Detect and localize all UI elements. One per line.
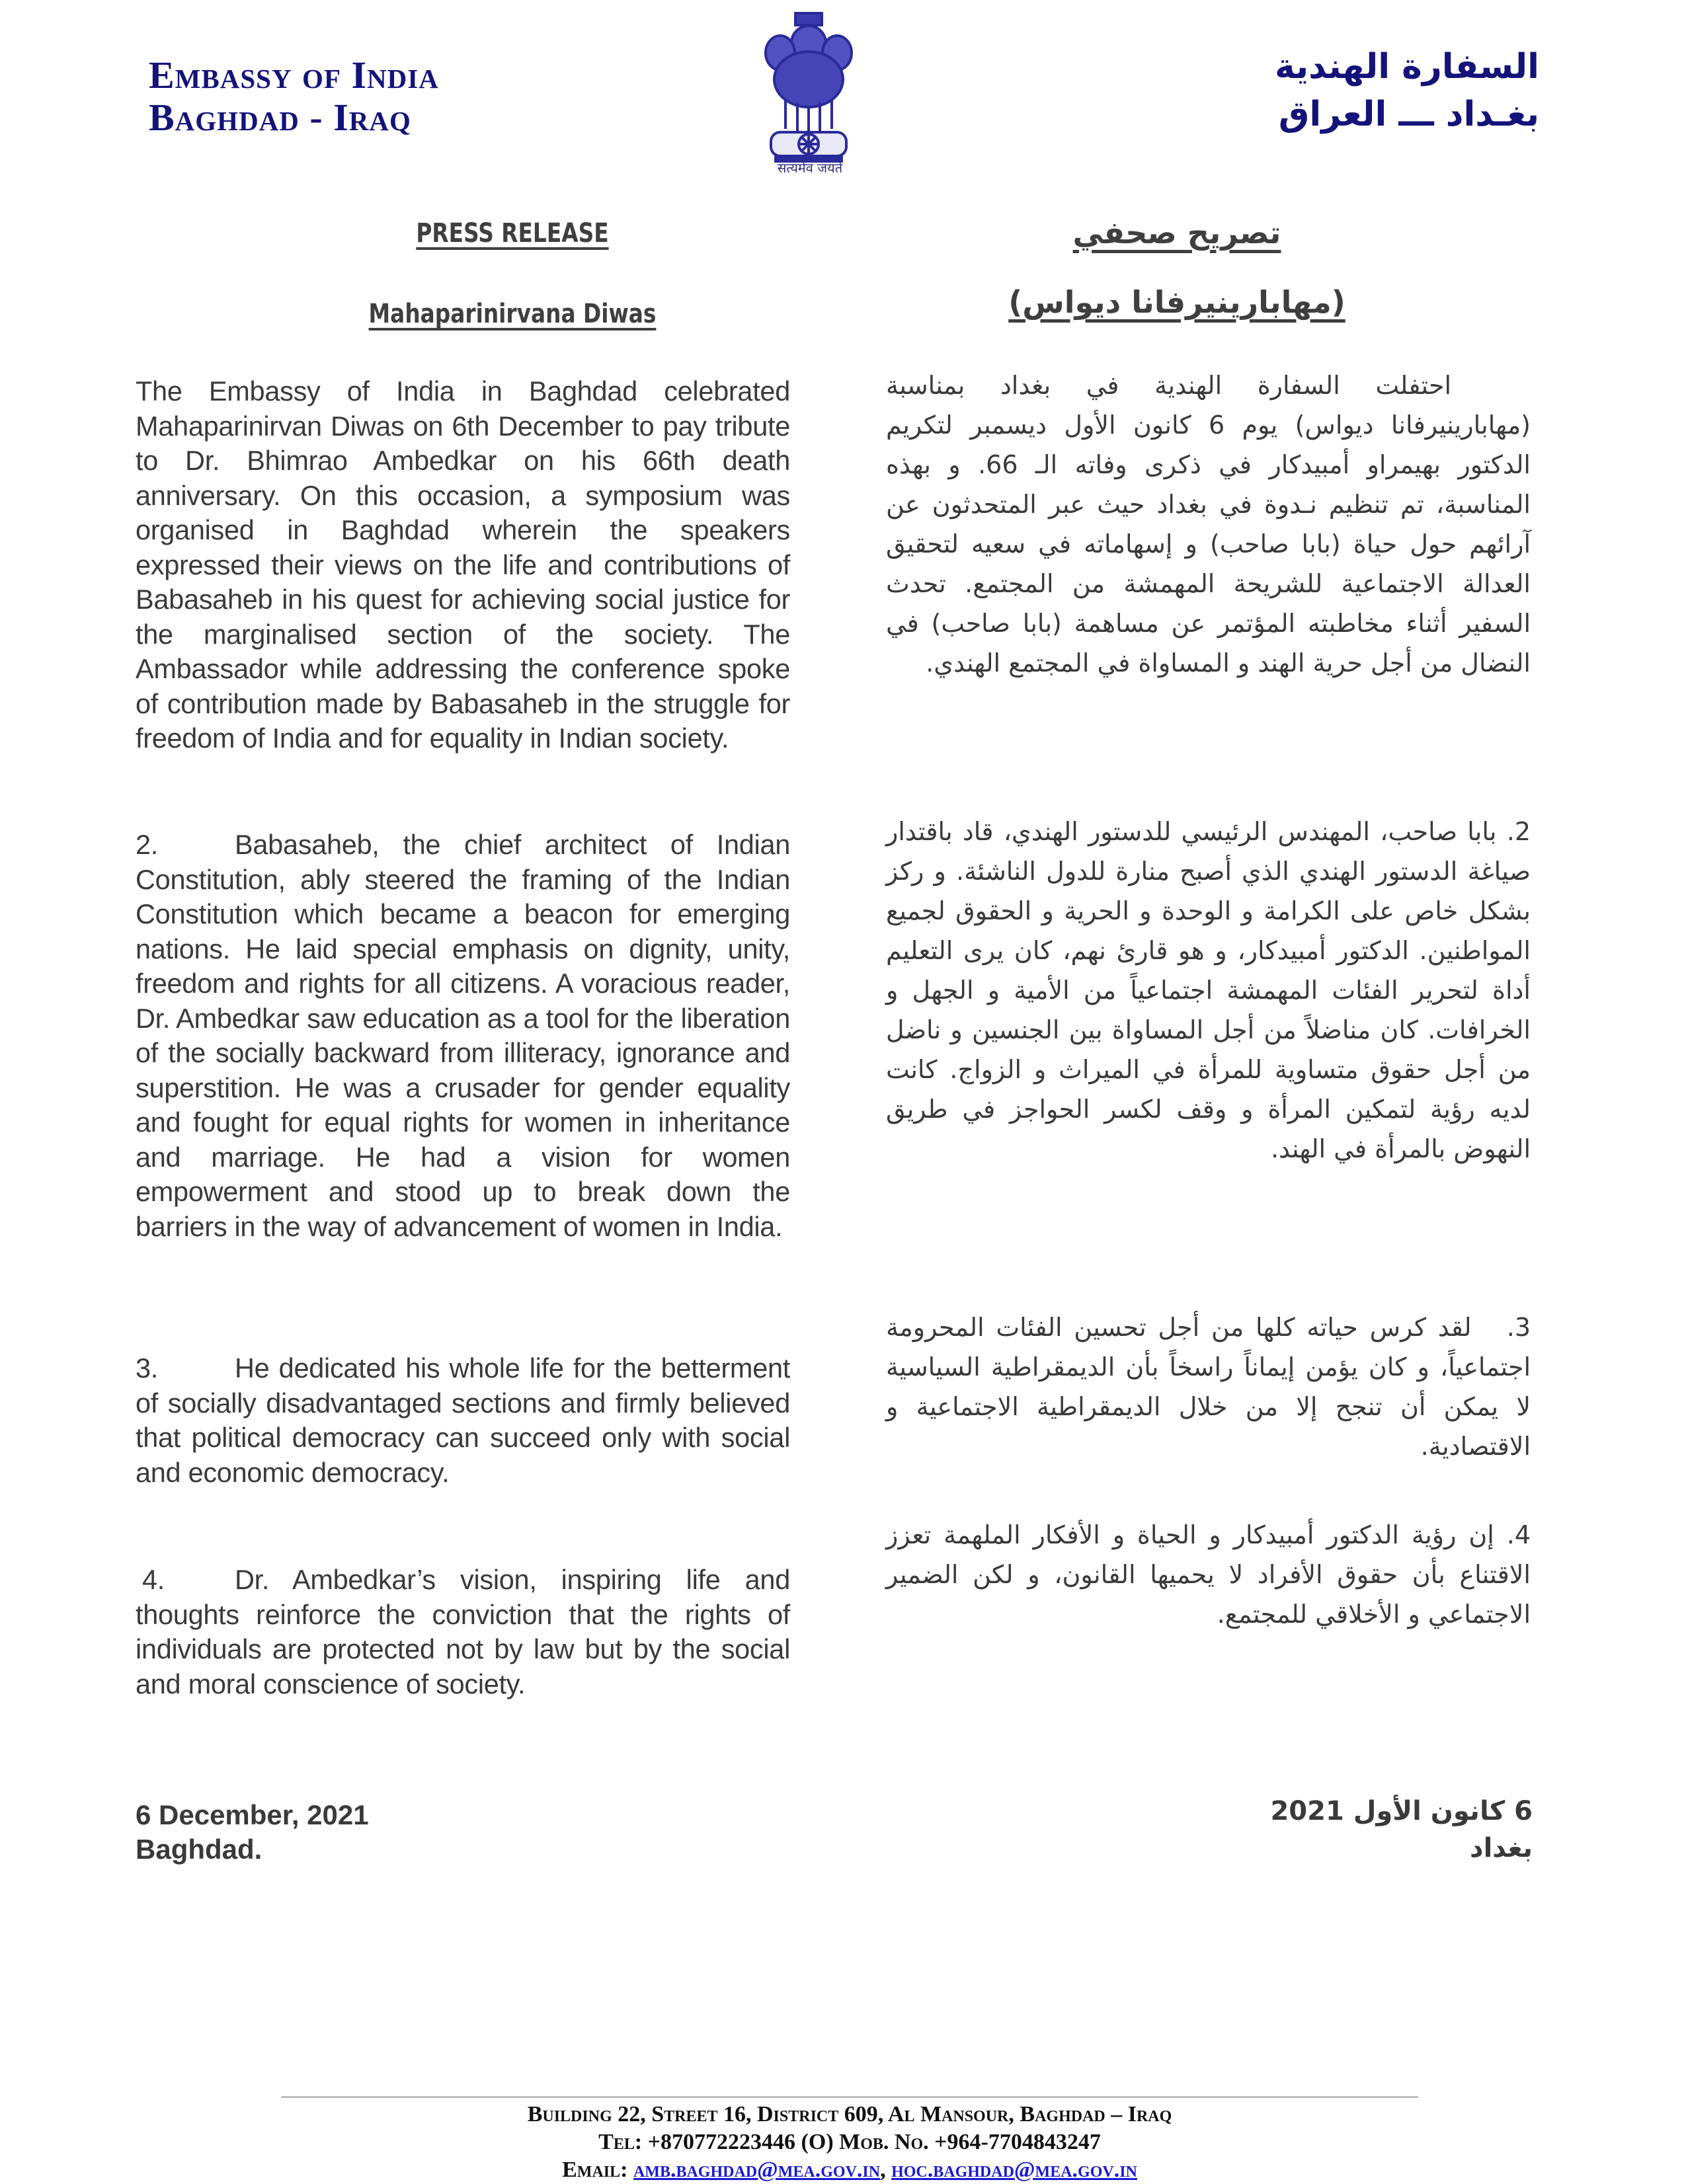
arabic-paragraph-3-block	[886, 1307, 1531, 1466]
date-place-english	[136, 1798, 369, 1867]
embassy-name-arabic	[1275, 43, 1539, 138]
paragraph-number: 2.	[136, 829, 159, 860]
embassy-title: Embassy of India	[149, 54, 439, 97]
paragraph-number: 4.	[142, 1564, 165, 1595]
release-place: Baghdad.	[136, 1834, 262, 1865]
event-title-arabic: (مهابارينيرفانا ديواس)	[1008, 284, 1345, 320]
paragraph-number: 4.	[1506, 1520, 1531, 1549]
paragraph-number: 2.	[1506, 817, 1531, 846]
embassy-location-arabic: بغـداد ـــ العراق	[1278, 95, 1539, 134]
paragraph-number: 3.	[136, 1352, 159, 1384]
arabic-paragraph-1: احتفلت السفارة الهندية في بغداد بمناسبة (مهابارينيرفانا ديواس) يوم 6 كانون الأول ديسمبر لتكريم الدكتور بهيمراو أمبيدكار في ذكرى وفاته الـ 66. و بهذه المناسبة، تم تنظيم نـدوة في بغداد حيث عبر المتحدثون عن آرائهم حول حياة (بابا صاحب) و إسهاماته في سعيه لتحقيق العدالة الاجتماعية للشريحة المهمشة من المجتمع. تحدث السفير أثناء مخاطبته المؤتمر عن مساهمة (بابا صاحب) في النضال من أجل حرية الهند و المساواة في المجتمع الهندي.	[886, 371, 1531, 678]
english-paragraph-4-block	[136, 1563, 790, 1701]
footer-address: Building 22, Street 16, District 609, Al Mansour, Baghdad – Iraq	[527, 2102, 1172, 2126]
release-place-arabic: بغداد	[1470, 1833, 1533, 1863]
national-emblem-icon	[759, 7, 858, 178]
arabic-paragraph-2-block	[886, 812, 1531, 1169]
press-release-heading: PRESS RELEASE	[416, 218, 609, 249]
release-date-arabic: 6 كانون الأول 2021	[1270, 1796, 1533, 1826]
footer-divider	[281, 2096, 1418, 2098]
arabic-paragraph-2: 2. بابا صاحب، المهندس الرئيسي للدستور الهندي، قاد باقتدار صياغة الدستور الهندي الذي أصبح منارة للدول الناشئة. و ركز بشكل خاص على الكرامة و الوحدة و الحرية و الحقوق لجميع المواطنين. الدكتور أمبيدكار، و هو قارئ نهم، كان يرى التعليم أداة لتحرير الفئات المهمشة اجتماعياً من الأمية و الجهل و الخرافات. كان مناضلاً من أجل المساواة بين الجنسين و ناضل من أجل حقوق متساوية للمرأة في الميراث و الزواج. كانت لديه رؤية لتمكين المرأة و وقف لكسر الحواجز في طريق النهوض بالمرأة في الهند.	[886, 817, 1531, 1163]
english-paragraph-3-block	[136, 1351, 790, 1490]
english-paragraph-2-block	[136, 828, 790, 1244]
embassy-title-arabic: السفارة الهندية	[1275, 47, 1539, 87]
arabic-column	[886, 366, 1531, 683]
footer-contact	[281, 2101, 1418, 2184]
footer-emails: Email: amb.baghdad@mea.gov.in, hoc.baghdad@mea.gov.in	[562, 2158, 1137, 2182]
footer-phones: Tel: +870772223446 (O) Mob. No. +964-7704843247	[598, 2130, 1101, 2154]
embassy-name-english	[149, 54, 439, 139]
embassy-location: Baghdad - Iraq	[149, 96, 411, 139]
arabic-paragraph-4: 4. إن رؤية الدكتور أمبيدكار و الحياة و الأفكار الملهمة تعزز الاقتناع بأن حقوق الأفراد لا يحميها القانون، و لكن الضمير الاجتماعي و الأخلاقي للمجتمع.	[886, 1520, 1531, 1629]
arabic-paragraph-3: 3. لقد كرس حياته كلها من أجل تحسين الفئات المحرومة اجتماعياً، و كان يؤمن إيماناً راسخاً بأن الديمقراطية السياسية لا يمكن أن تنجح إلا من خلال الديمقراطية الاجتماعية و الاقتصادية.	[886, 1313, 1531, 1461]
paragraph-number: 3.	[1506, 1313, 1531, 1342]
arabic-paragraph-4-block	[886, 1515, 1531, 1634]
english-paragraph-2: 2. Babasaheb, the chief architect of Indian Constitution, ably steered the framing of the Indian Constitution which became a beacon for emerging nations. He laid special emphasis on dignity, unity, freedom and rights for all citizens. A voracious reader, Dr. Ambedkar saw education as a tool for the liberation of the socially backward from illiteracy, ignorance and superstition. He was a crusader for gender equality and fought for equal rights for women in inheritance and marriage. He had a vision for women empowerment and stood up to break down the barriers in the way of advancement of women in India.	[136, 829, 790, 1242]
event-title: Mahaparinirvana Diwas	[368, 299, 657, 329]
english-paragraph-4: 4. Dr. Ambedkar’s vision, inspiring life and thoughts reinforce the conviction that the rights of individuals are protected not by law but by the social and moral conscience of society.	[136, 1564, 790, 1699]
release-date: 6 December, 2021	[136, 1799, 369, 1830]
office-phone: +870772223446 (O)	[647, 2130, 834, 2154]
email-link-ambassador[interactable]: amb.baghdad@mea.gov.in	[633, 2158, 881, 2182]
date-place-arabic	[1270, 1793, 1533, 1867]
emblem-motto: सत्यमेव जयते	[777, 160, 843, 176]
mobile-phone: +964-7704843247	[934, 2130, 1101, 2154]
email-link-hoc[interactable]: hoc.baghdad@mea.gov.in	[891, 2158, 1137, 2182]
english-column	[136, 374, 790, 756]
english-paragraph-1: The Embassy of India in Baghdad celebrated Mahaparinirvan Diwas on 6th December to pay tribute to Dr. Bhimrao Ambedkar on his 66th death anniversary. On this occasion, a symposium was organised in Baghdad wherein the speakers expressed their views on the life and contributions of Babasaheb in his quest for achieving social justice for the marginalised section of the society. The Ambassador while addressing the conference spoke of contribution made by Babasaheb in the struggle for freedom of India and for equality in Indian society.	[136, 375, 790, 754]
english-paragraph-3: 3. He dedicated his whole life for the betterment of socially disadvantaged sections and firmly believed that political democracy can succeed only with social and economic democracy.	[136, 1352, 790, 1488]
press-release-heading-arabic: تصريح صحفي	[1072, 215, 1281, 251]
